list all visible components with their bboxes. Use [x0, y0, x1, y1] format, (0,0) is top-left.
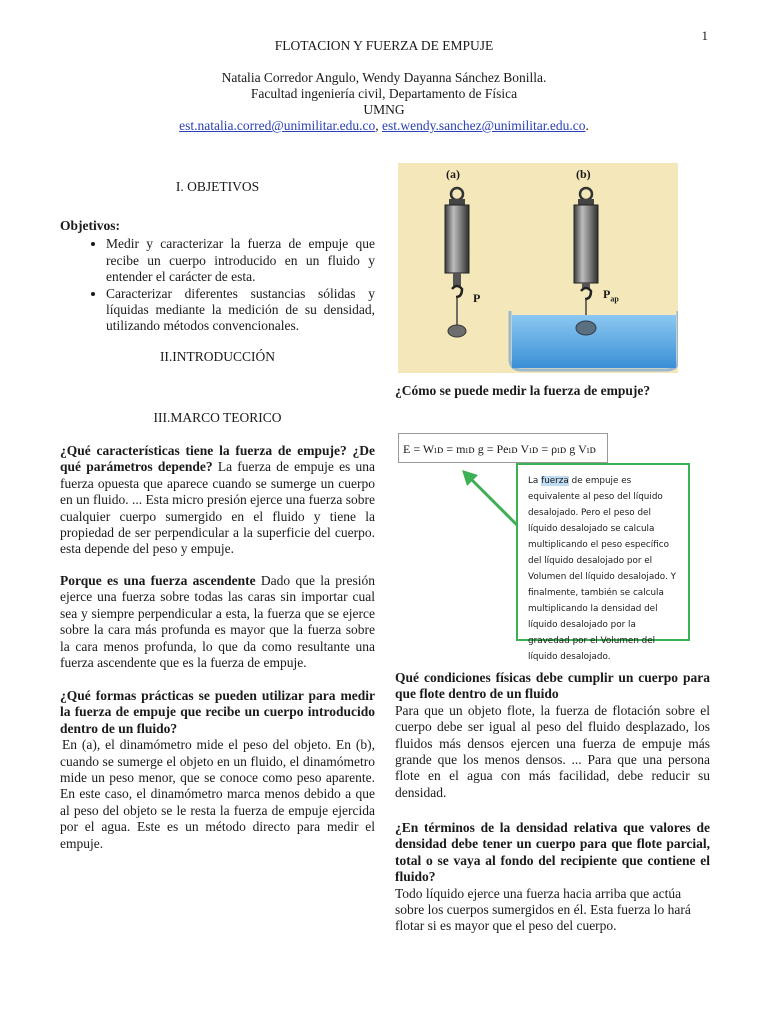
pap-main: P: [603, 287, 611, 301]
right-q4-question: Qué condiciones físicas debe cumplir un cuerpo para que flote dentro de un fluido: [395, 670, 710, 702]
paper-title: FLOTACION Y FUERZA DE EMPUJE: [274, 38, 494, 53]
email-end: .: [585, 118, 589, 133]
marco-q2-question: Porque es una fuerza ascendente: [60, 573, 256, 588]
marco-q3: [60, 688, 375, 852]
dynamometer-figure: [398, 163, 678, 373]
marco-q1: [60, 443, 375, 558]
marco-q2: [60, 573, 375, 671]
formula-box: E = Wₗᴅ = mₗᴅ g = Peₗᴅ Vₗᴅ = ρₗᴅ g Vₗᴅ: [398, 433, 608, 463]
marco-q1-answer: La fuerza de empuje es una fuerza opuesta que aparece cuando se sumerge un cuerpo en un fluido. ... Esta micro presión ejerce una fuerza sobre cualquier cuerpo sumergido en el fluido y tiene la propiedad de ser perpendicular a la superficie del cuerpo. esta depende del peso y empuje.: [60, 459, 375, 557]
figure-label-pap: [603, 287, 619, 303]
box-text-pre: La: [528, 476, 542, 486]
objetivo-item-1: • Medir y caracterizar la fuerza de empuje que recibe un cuerpo introducido en un fluido y entender el carácter de esta.: [106, 236, 375, 285]
university: UMNG: [363, 102, 405, 117]
arrow-icon: [458, 466, 522, 532]
section-marco-heading: III.MARCO TEORICO: [153, 410, 282, 425]
right-q5-answer: Todo líquido ejerce una fuerza hacia arriba que actúa sobre los cuerpos sumergidos en él. Esta fuerza lo hará flotar si es mayor que el peso del cuerpo.: [395, 885, 691, 934]
figure-label-b: (b): [576, 167, 591, 181]
box-text-post: de empuje es equivalente al peso del líquido desalojado. Pero el peso del líquido desalojado se calcula multiplicando el peso específico del líquido desalojado por el Volumen del líquido desalojado. Y finalmente, también se calcula multiplicando la densidad del líquido desalojado por la gravedad por el Volumen del líquido desalojado.: [528, 476, 676, 662]
dynamometer-illustration: [398, 163, 678, 373]
authors: Natalia Corredor Angulo, Wendy Dayanna Sánchez Bonilla.: [221, 70, 547, 85]
emails: [0, 118, 768, 134]
right-q5: [395, 820, 710, 935]
page-number: 1: [701, 28, 708, 43]
section-objetivos-heading: I. OBJETIVOS: [175, 179, 260, 194]
marco-q2-answer: Dado que la presión ejerce una fuerza sobre todas las caras sin importar cual sea y siempre perpendicular a esta, la fuerza que se ejerce sobre la cara más profunda es mayor que la fuerza sobre la cara menos profunda, lo que da como resultante una fuerza ascendente que es la fuerza de empuje.: [60, 573, 375, 671]
marco-q3-question: ¿Qué formas prácticas se pueden utilizar para medir la fuerza de empuje que recibe un cuerpo introducido dentro de un fluido?: [60, 688, 375, 736]
right-q5-question: ¿En términos de la densidad relativa que valores de densidad debe tener un cuerpo para que flote parcial, total o se vaya al fondo del recipiente que contiene el fluido?: [395, 820, 710, 885]
email-link-wendy[interactable]: est.wendy.sanchez@unimilitar.edu.co: [382, 118, 586, 133]
figure-label-p: P: [473, 291, 481, 305]
email-link-natalia[interactable]: est.natalia.corred@unimilitar.edu.co: [179, 118, 376, 133]
pap-subscript: ap: [610, 294, 619, 304]
figure-label-a: (a): [446, 167, 460, 181]
objetivos-label: Objetivos:: [60, 218, 120, 233]
objetivo-item-2: • Caracterizar diferentes sustancias sólidas y líquidas mediante la medición de su densidad, utilizando métodos convencionales.: [106, 286, 375, 335]
right-q4: [395, 670, 710, 801]
marco-q1-question: ¿Qué características tiene la fuerza de empuje? ¿De qué parámetros depende?: [60, 443, 375, 475]
marco-q3-answer: En (a), el dinamómetro mide el peso del objeto. En (b), cuando se sumerge el objeto en un fluido, el dinamómetro mide un peso menor, que se conoce como peso aparente. En este caso, el dinamómetro marca menos debido a que al peso del objeto se le resta la fuerza de empuje ejercida por el agua. Este es un método directo para medir el empuje.: [60, 737, 375, 851]
objetivos-list: [60, 236, 375, 334]
faculty: Facultad ingeniería civil, Departamento de Física: [250, 86, 518, 101]
question-measure: ¿Cómo se puede medir la fuerza de empuje?: [395, 383, 651, 398]
section-introduccion-heading: II.INTRODUCCIÓN: [159, 349, 276, 364]
right-q4-answer: Para que un objeto flote, la fuerza de flotación sobre el cuerpo debe ser igual al peso del fluido desplazado, los fluidos más densos ejercen una fuerza de empuje más grande que los menos densos. ... Para que una persona flote en el agua con más facilidad, debe reducir su densidad.: [395, 702, 710, 800]
objetivos-block: [60, 218, 375, 335]
email-separator: ,: [375, 118, 382, 133]
box-highlight-word: fuerza: [541, 476, 569, 486]
explanation-box: [516, 463, 690, 662]
